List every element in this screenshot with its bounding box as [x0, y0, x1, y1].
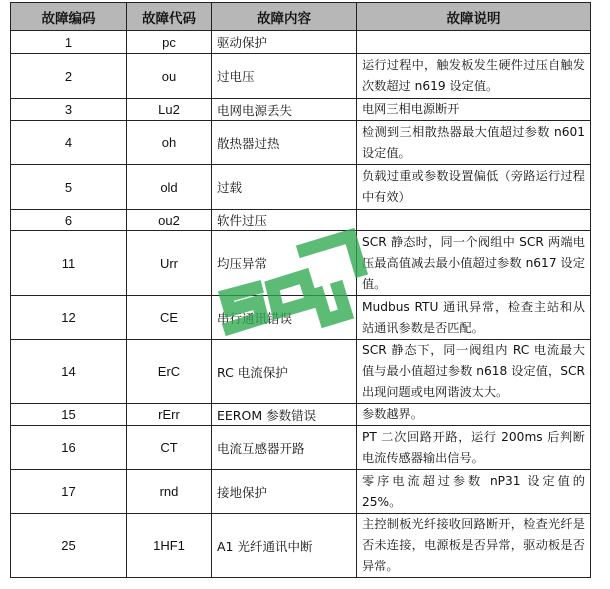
- table-row: [11, 210, 591, 231]
- fault-content-cell: 接地保护: [212, 470, 357, 514]
- fault-number-cell: 14: [11, 340, 127, 404]
- fault-description-cell: SCR 静态时，同一个阀组中 SCR 两端电压最高值减去最小值超过参数 n617 设定值。: [357, 231, 591, 296]
- fault-number-cell: 2: [11, 54, 127, 99]
- fault-number-cell: 17: [11, 470, 127, 514]
- fault-code-cell: Lu2: [127, 99, 212, 121]
- table-row: [11, 231, 591, 296]
- fault-description-cell: 参数越界。: [357, 404, 591, 426]
- fault-number-cell: 1: [11, 31, 127, 54]
- fault-code-cell: oh: [127, 121, 212, 165]
- fault-code-cell: Urr: [127, 231, 212, 296]
- fault-description-cell: 负载过重或参数设置偏低（旁路运行过程中有效）: [357, 165, 591, 210]
- fault-code-cell: CT: [127, 426, 212, 470]
- fault-content-cell: 过载: [212, 165, 357, 210]
- fault-number-cell: 3: [11, 99, 127, 121]
- fault-code-cell: pc: [127, 31, 212, 54]
- table-row: [11, 99, 591, 121]
- fault-number-cell: 11: [11, 231, 127, 296]
- fault-number-cell: 5: [11, 165, 127, 210]
- fault-description-cell: 电网三相电源断开: [357, 99, 591, 121]
- table-row: [11, 31, 591, 54]
- table-row: [11, 165, 591, 210]
- fault-description-cell: [357, 31, 591, 54]
- fault-description-cell: 主控制板光纤接收回路断开，检查光纤是否未连接，电源板是否异常，驱动板是否异常。: [357, 514, 591, 578]
- fault-content-cell: 软件过压: [212, 210, 357, 231]
- table-row: [11, 404, 591, 426]
- header-fault-content: 故障内容: [212, 3, 357, 31]
- fault-description-cell: 运行过程中，触发板发生硬件过压自触发次数超过 n619 设定值。: [357, 54, 591, 99]
- table-row: [11, 340, 591, 404]
- fault-description-cell: Mudbus RTU 通讯异常，检查主站和从站通讯参数是否匹配。: [357, 296, 591, 340]
- table-row: [11, 54, 591, 99]
- header-fault-code: 故障代码: [127, 3, 212, 31]
- header-fault-description: 故障说明: [357, 3, 591, 31]
- fault-code-cell: ou2: [127, 210, 212, 231]
- fault-code-cell: 1HF1: [127, 514, 212, 578]
- fault-content-cell: 散热器过热: [212, 121, 357, 165]
- table-row: [11, 426, 591, 470]
- fault-number-cell: 15: [11, 404, 127, 426]
- fault-content-cell: A1 光纤通讯中断: [212, 514, 357, 578]
- table-row: [11, 514, 591, 578]
- fault-code-cell: CE: [127, 296, 212, 340]
- table-header-row: [11, 3, 591, 31]
- fault-content-cell: 电网电源丢失: [212, 99, 357, 121]
- fault-description-cell: [357, 210, 591, 231]
- fault-description-cell: 检测到三相散热器最大值超过参数 n601 设定值。: [357, 121, 591, 165]
- table-row: [11, 470, 591, 514]
- fault-number-cell: 25: [11, 514, 127, 578]
- fault-code-cell: ErC: [127, 340, 212, 404]
- header-fault-number: 故障编码: [11, 3, 127, 31]
- fault-content-cell: 电流互感器开路: [212, 426, 357, 470]
- fault-code-cell: ou: [127, 54, 212, 99]
- fault-description-cell: PT 二次回路开路，运行 200ms 后判断电流传感器输出信号。: [357, 426, 591, 470]
- fault-code-cell: rnd: [127, 470, 212, 514]
- fault-number-cell: 4: [11, 121, 127, 165]
- fault-content-cell: 过电压: [212, 54, 357, 99]
- table-row: [11, 296, 591, 340]
- fault-content-cell: 均压异常: [212, 231, 357, 296]
- fault-description-cell: 零序电流超过参数 nP31 设定值的 25%。: [357, 470, 591, 514]
- fault-code-cell: rErr: [127, 404, 212, 426]
- fault-content-cell: EEROM 参数错误: [212, 404, 357, 426]
- fault-content-cell: 驱动保护: [212, 31, 357, 54]
- fault-description-cell: SCR 静态下，同一阀组内 RC 电流最大值与最小值超过参数 n618 设定值，SCR 出现问题或电网谐波太大。: [357, 340, 591, 404]
- fault-number-cell: 12: [11, 296, 127, 340]
- table-row: [11, 121, 591, 165]
- fault-code-table: [10, 2, 591, 578]
- fault-number-cell: 16: [11, 426, 127, 470]
- fault-number-cell: 6: [11, 210, 127, 231]
- fault-content-cell: 串行通讯错误: [212, 296, 357, 340]
- fault-content-cell: RC 电流保护: [212, 340, 357, 404]
- fault-code-cell: old: [127, 165, 212, 210]
